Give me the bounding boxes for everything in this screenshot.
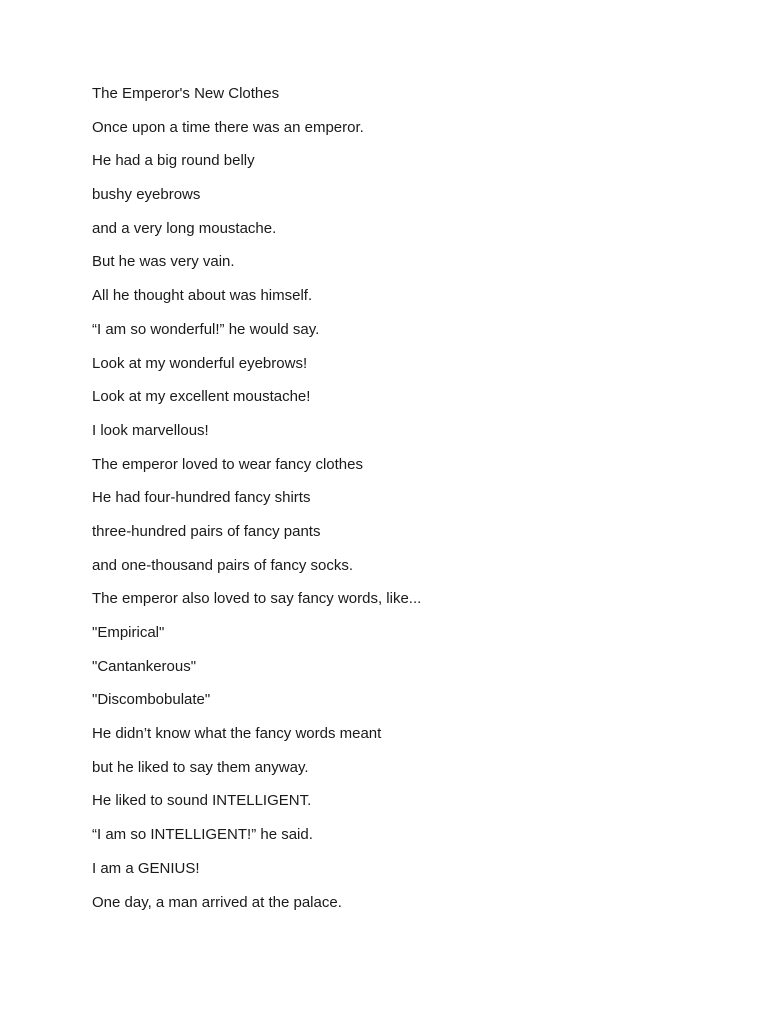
text-line: “I am so wonderful!” he would say. bbox=[92, 320, 320, 338]
text-line: He didn’t know what the fancy words meant bbox=[92, 725, 382, 743]
text-line: Look at my wonderful eyebrows! bbox=[92, 354, 308, 372]
text-line: but he liked to say them anyway. bbox=[92, 758, 309, 776]
text-line: "Discombobulate" bbox=[92, 691, 211, 709]
text-line: three-hundred pairs of fancy pants bbox=[92, 522, 321, 540]
text-line: The emperor also loved to say fancy words, like... bbox=[92, 590, 422, 608]
text-line: Once upon a time there was an emperor. bbox=[92, 118, 364, 136]
text-line: The emperor loved to wear fancy clothes bbox=[92, 455, 363, 473]
text-line: "Empirical" bbox=[92, 624, 165, 641]
document-title: The Emperor's New Clothes bbox=[92, 85, 280, 102]
text-line: “I am so INTELLIGENT!” he said. bbox=[92, 826, 313, 844]
text-line: "Cantankerous" bbox=[92, 657, 197, 675]
text-line: I am a GENIUS! bbox=[92, 859, 200, 877]
text-line: But he was very vain. bbox=[92, 253, 235, 271]
text-line: I look marvellous! bbox=[92, 421, 209, 439]
text-line: and one-thousand pairs of fancy socks. bbox=[92, 556, 353, 574]
text-line: He had four-hundred fancy shirts bbox=[92, 489, 311, 507]
text-line: All he thought about was himself. bbox=[92, 287, 313, 305]
story-text bbox=[92, 84, 732, 926]
text-line: He had a big round belly bbox=[92, 152, 255, 170]
text-line: One day, a man arrived at the palace. bbox=[92, 893, 342, 911]
text-line: He liked to sound INTELLIGENT. bbox=[92, 792, 312, 810]
text-line: bushy eyebrows bbox=[92, 186, 201, 204]
text-line: Look at my excellent moustache! bbox=[92, 388, 311, 406]
text-line: and a very long moustache. bbox=[92, 219, 277, 237]
